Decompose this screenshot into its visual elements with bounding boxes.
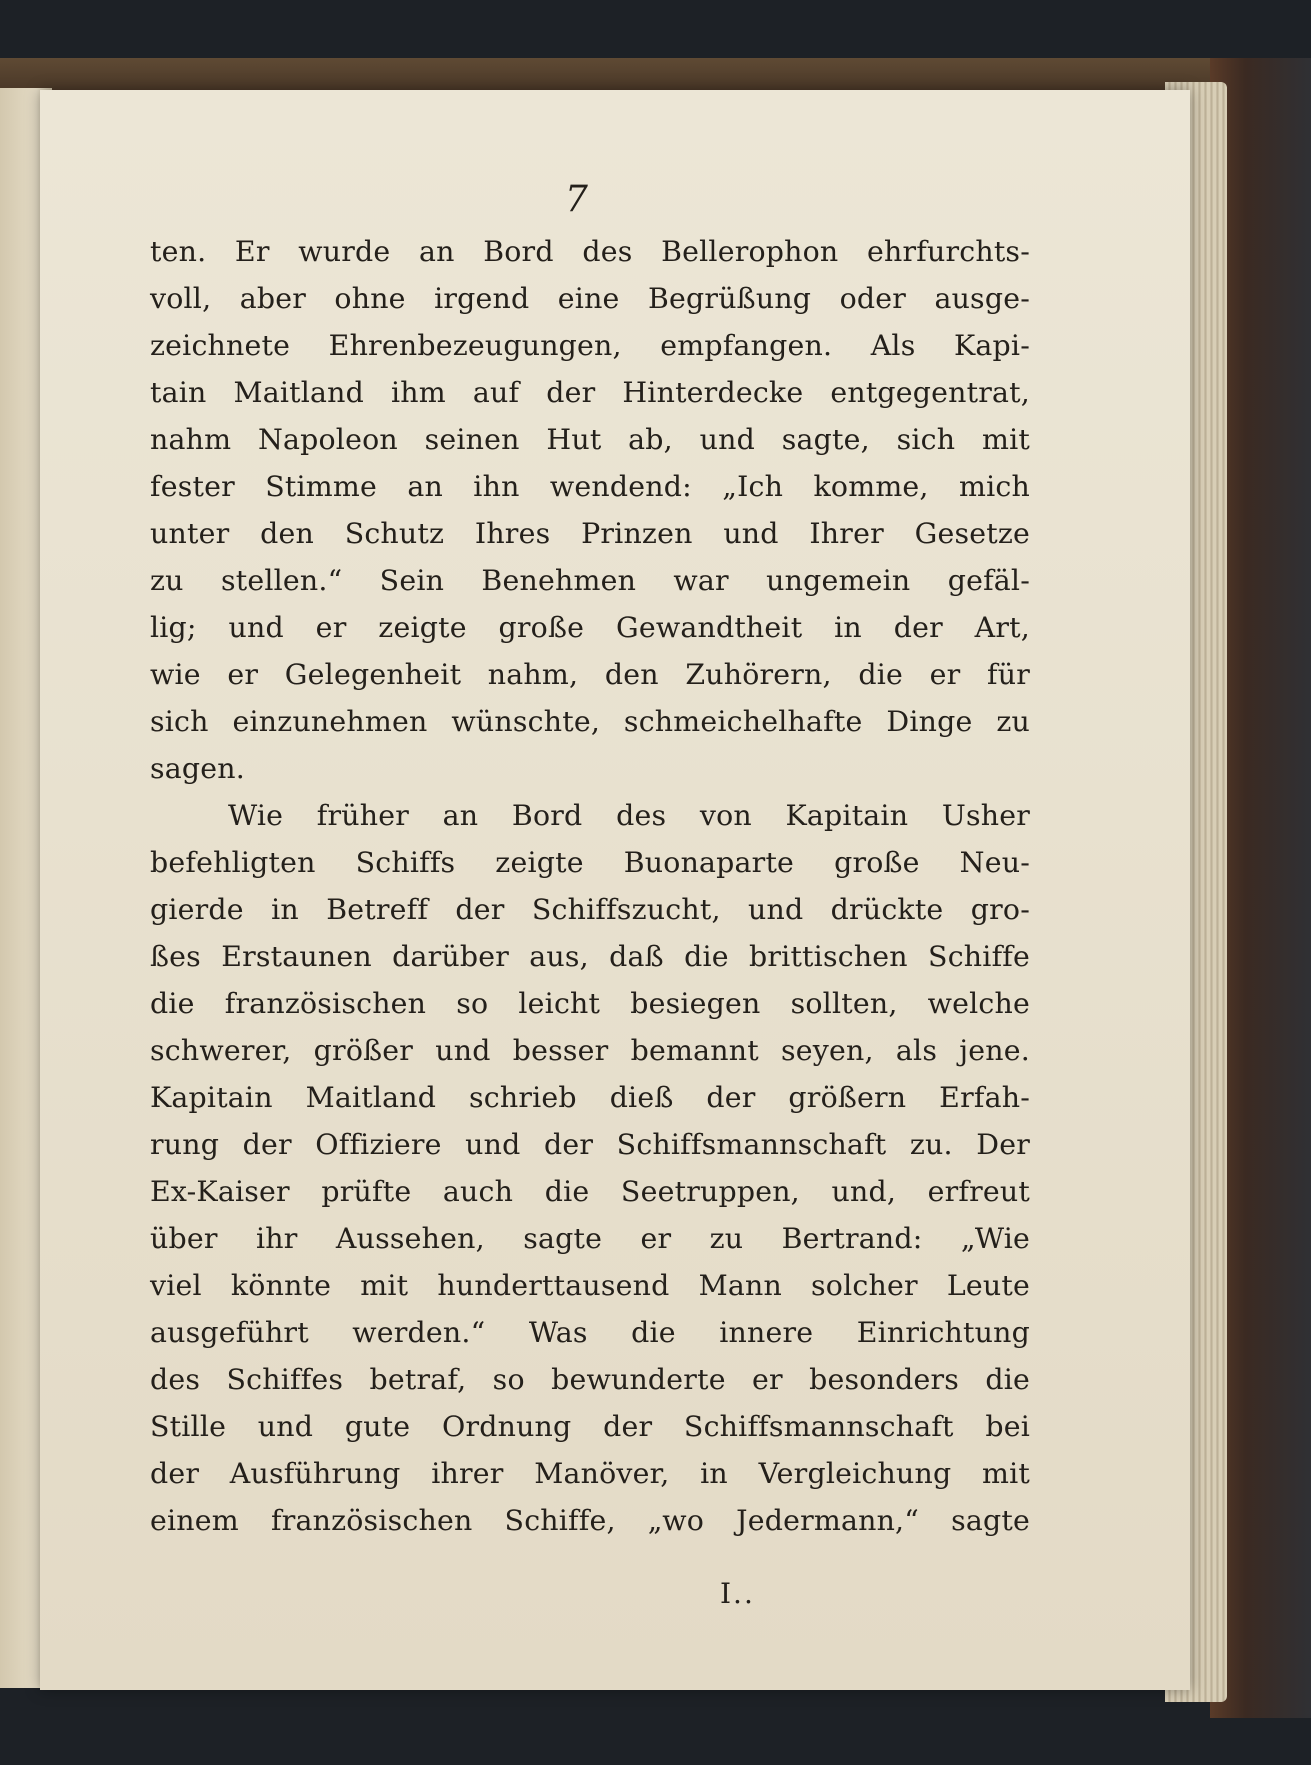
text-line: fester Stimme an ihn wendend: „Ich komme, mich: [150, 470, 1030, 503]
text-line: Kapitain Maitland schrieb dieß der größern Erfah-: [150, 1081, 1030, 1114]
text-line: zu stellen.“ Sein Benehmen war ungemein gefäl-: [150, 564, 1030, 597]
text-line: zeichnete Ehrenbezeugungen, empfangen. Als Kapi-: [150, 329, 1030, 362]
text-line: des Schiffes betraf, so bewunderte er besonders die: [150, 1363, 1030, 1396]
text-line: gierde in Betreff der Schiffszucht, und drückte gro-: [150, 893, 1030, 926]
text-line: sagen.: [150, 752, 245, 785]
text-line: ten. Er wurde an Bord des Bellerophon ehrfurchts-: [150, 235, 1030, 268]
text-line: befehligten Schiffs zeigte Buonaparte große Neu-: [150, 846, 1030, 879]
text-line: Wie früher an Bord des von Kapitain Usher: [228, 799, 1030, 832]
text-line: einem französischen Schiffe, „wo Jedermann,“ sagte: [150, 1504, 1030, 1537]
text-line: rung der Offiziere und der Schiffsmannschaft zu. Der: [150, 1128, 1030, 1161]
text-line: der Ausführung ihrer Manöver, in Vergleichung mit: [150, 1457, 1030, 1490]
text-line: sich einzunehmen wünschte, schmeichelhafte Dinge zu: [150, 705, 1030, 738]
text-line: tain Maitland ihm auf der Hinterdecke entgegentrat,: [150, 376, 1030, 409]
text-line: schwerer, größer und besser bemannt seyen, als jene.: [150, 1034, 1030, 1067]
book: [0, 40, 1311, 1730]
text-line: Ex-Kaiser prüfte auch die Seetruppen, und, erfreut: [150, 1175, 1030, 1208]
page-number: 7: [565, 179, 588, 220]
text-line: ausgeführt werden.“ Was die innere Einrichtung: [150, 1316, 1030, 1349]
text-line: unter den Schutz Ihres Prinzen und Ihrer Gesetze: [150, 517, 1030, 550]
text-line: Stille und gute Ordnung der Schiffsmannschaft bei: [150, 1410, 1030, 1443]
text-line: voll, aber ohne irgend eine Begrüßung oder ausge-: [150, 282, 1030, 315]
text-line: ßes Erstaunen darüber aus, daß die brittischen Schiffe: [150, 940, 1030, 973]
text-line: lig; und er zeigte große Gewandtheit in der Art,: [150, 611, 1030, 644]
book-page: [40, 90, 1190, 1690]
text-line: die französischen so leicht besiegen sollten, welche: [150, 987, 1030, 1020]
text-line: nahm Napoleon seinen Hut ab, und sagte, sich mit: [150, 423, 1030, 456]
printer-signature-mark: I..: [720, 1577, 755, 1610]
text-line: über ihr Aussehen, sagte er zu Bertrand: „Wie: [150, 1222, 1030, 1255]
text-line: viel könnte mit hunderttausend Mann solcher Leute: [150, 1269, 1030, 1302]
page-content: [150, 179, 1030, 1610]
text-line: wie er Gelegenheit nahm, den Zuhörern, die er für: [150, 658, 1030, 691]
